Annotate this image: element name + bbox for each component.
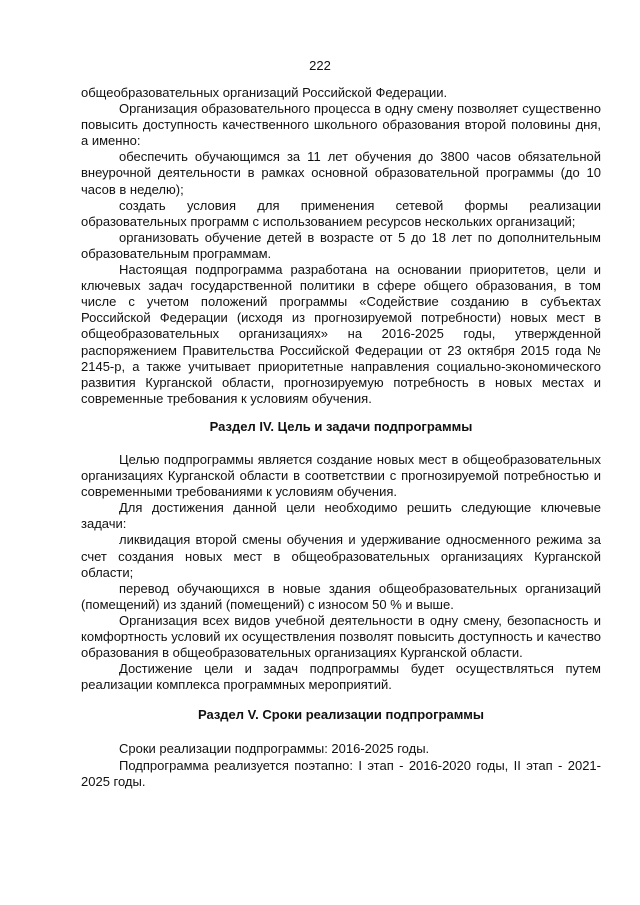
paragraph: общеобразовательных организаций Российской Федерации. <box>81 85 448 100</box>
section-heading: Раздел V. Сроки реализации подпрограммы <box>197 707 485 723</box>
page-number: 222 <box>309 58 331 73</box>
paragraph: Для достижения данной цели необходимо решить следующие ключевые задачи: <box>81 500 601 532</box>
paragraph: Сроки реализации подпрограммы: 2016-2025 годы. <box>119 741 430 757</box>
paragraph: Организация образовательного процесса в одну смену позволяет существенно повысить доступность качественного школьного образования второй половины дня, а именно: <box>81 101 601 149</box>
list-item: ликвидация второй смены обучения и удерживание односменного режима за счет создания новых мест в общеобразовательных организациях Курганской области; <box>81 532 601 580</box>
section-heading: Раздел IV. Цель и задачи подпрограммы <box>209 418 473 434</box>
list-item: перевод обучающихся в новые здания общеобразовательных организаций (помещений) из зданий (помещений) с износом 50 % и выше. <box>81 580 601 612</box>
paragraph: Достижение цели и задач подпрограммы будет осуществляться путем реализации комплекса программных мероприятий. <box>81 661 601 693</box>
list-item: создать условия для применения сетевой формы реализации образовательных программ с использованием ресурсов нескольких организаций; <box>81 197 601 229</box>
body-text <box>81 85 601 790</box>
paragraph: Целью подпрограммы является создание новых мест в общеобразовательных организациях Курганской области в соответствии с прогнозируемой потребностью и современными требованиями к условиям обучения. <box>81 451 601 500</box>
paragraph: Настоящая подпрограмма разработана на основании приоритетов, цели и ключевых задач государственной политики в сфере общего образования, в том числе с учетом положений программы «Содействие созданию в субъектах Российской Федерации (исходя из прогнозируемой потребности) новых мест в общеобразовательных организациях» на 2016-2025 годы, утвержденной распоряжением Правительства Российской Федерации от 23 октября 2015 года № 2145-р, а также учитывает приоритетные направления социально-экономического развития Курганской области, прогнозируемую потребность в новых местах и современные требования к условиям обучения. <box>81 262 601 406</box>
paragraph: Подпрограмма реализуется поэтапно: I этап - 2016-2020 годы, II этап - 2021-2025 годы. <box>81 757 601 789</box>
list-item: обеспечить обучающимся за 11 лет обучения до 3800 часов обязательной внеурочной деятельности в рамках основной образовательной программы (до 10 часов в неделю); <box>81 149 601 197</box>
list-item: организовать обучение детей в возрасте от 5 до 18 лет по дополнительным образовательным программам. <box>81 229 601 261</box>
paragraph: Организация всех видов учебной деятельности в одну смену, безопасность и комфортность условий их осуществления позволят повысить доступность и качество образования в общеобразовательных организациях Курганской области. <box>81 612 601 661</box>
